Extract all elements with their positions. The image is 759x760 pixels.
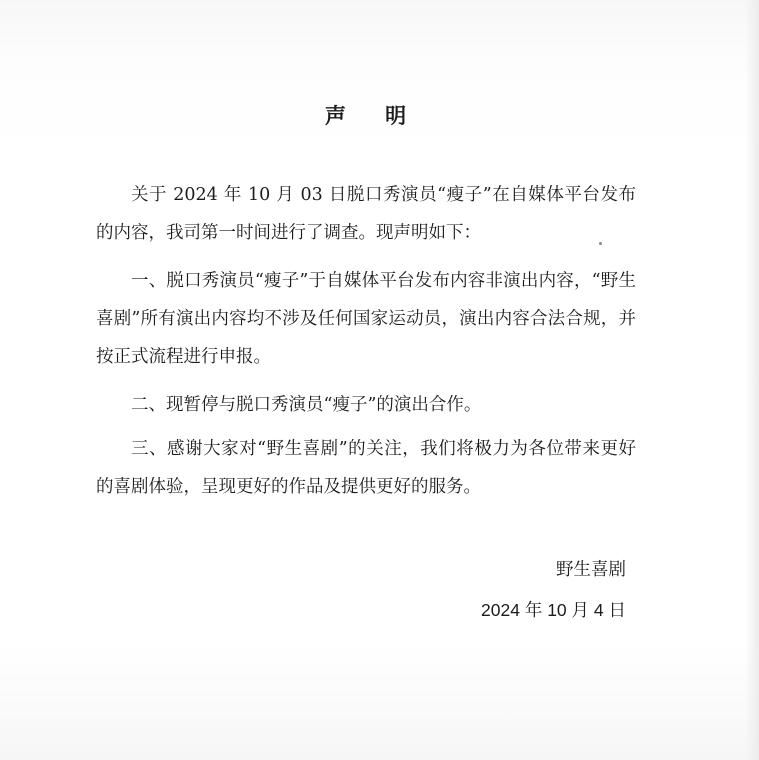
paragraph-point-1: 一、脱口秀演员“瘦子”于自媒体平台发布内容非演出内容，“野生喜剧”所有演出内容均不涉及任何国家运动员，演出内容合法合规，并按正式流程进行申报。	[96, 271, 636, 367]
document-title: 声 明	[324, 103, 423, 128]
signature-organization: 野生喜剧	[556, 560, 626, 580]
paragraph-point-3: 三、感谢大家对“野生喜剧”的关注，我们将极力为各位带来更好的喜剧体验，呈现更好的作品及提供更好的服务。	[96, 439, 636, 497]
signature-date: 2024 年 10 月 4 日	[481, 600, 626, 620]
paragraph-point-2: 二、现暂停与脱口秀演员“瘦子”的演出合作。	[131, 395, 482, 415]
page-edge-shadow	[745, 0, 759, 760]
paragraph-intro: 关于 2024 年 10 月 03 日脱口秀演员“瘦子”在自媒体平台发布的内容，我司第一时间进行了调查。现声明如下：	[96, 185, 636, 243]
speck-mark	[599, 242, 602, 245]
